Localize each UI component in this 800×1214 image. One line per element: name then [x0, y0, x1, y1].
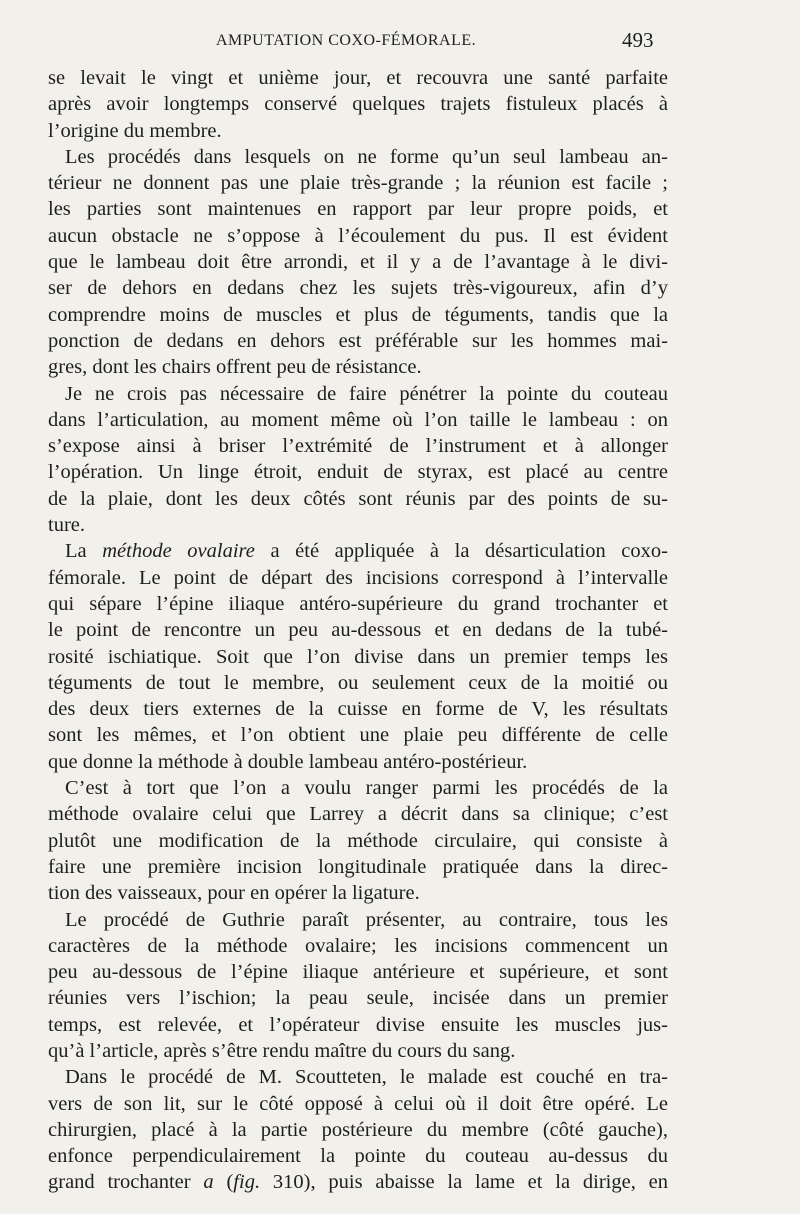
text-line: [48, 959, 668, 985]
text-run: téguments de tout le membre, ou seulement ceux de la moitié ou: [48, 671, 668, 694]
text-run: (: [213, 1171, 234, 1194]
text-run: térieur ne donnent pas une plaie très-grande ; la réunion est facile ;: [48, 172, 668, 195]
text-line: [48, 538, 668, 564]
page-number: 493: [622, 28, 654, 52]
text-run: C’est à tort que l’on a voulu ranger parmi les procédés de la: [65, 777, 668, 800]
text-line: [48, 118, 668, 144]
text-run: chirurgien, placé à la partie postérieure du membre (côté gauche),: [48, 1118, 668, 1141]
text-line: [48, 1143, 668, 1169]
text-line: [48, 1012, 668, 1038]
text-line: [48, 1038, 668, 1064]
text-line: [48, 196, 668, 222]
italic-text: méthode ovalaire: [102, 540, 255, 563]
text-line: [48, 801, 668, 827]
text-line: [48, 591, 668, 617]
text-line: [48, 696, 668, 722]
text-line: [48, 354, 668, 380]
text-line: [48, 170, 668, 196]
italic-text: a: [203, 1171, 214, 1194]
text-run: tion des vaisseaux, pour en opérer la ligature.: [48, 882, 420, 905]
text-line: [48, 302, 668, 328]
text-run: fémorale. Le point de départ des incisions correspond à l’intervalle: [48, 566, 668, 589]
text-run: de la plaie, dont les deux côtés sont réunis par des points de su-: [48, 487, 668, 510]
text-run: se levait le vingt et unième jour, et recouvra une santé parfaite: [48, 67, 668, 89]
text-run: temps, est relevée, et l’opérateur divise ensuite les muscles jus-: [48, 1013, 668, 1036]
text-run: dans l’articulation, au moment même où l’on taille le lambeau : on: [48, 408, 668, 431]
text-line: [48, 65, 668, 91]
running-header: [0, 30, 800, 60]
text-line: [48, 275, 668, 301]
text-line: [48, 985, 668, 1011]
text-run: caractères de la méthode ovalaire; les incisions commencent un: [48, 934, 668, 957]
text-line: [48, 1117, 668, 1143]
text-line: [48, 486, 668, 512]
text-run: faire une première incision longitudinale pratiquée dans la direc-: [48, 855, 668, 878]
text-run: Les procédés dans lesquels on ne forme qu’un seul lambeau an-: [65, 145, 668, 168]
text-line: [48, 749, 668, 775]
text-run: rosité ischiatique. Soit que l’on divise dans un premier temps les: [48, 645, 668, 668]
text-line: [48, 617, 668, 643]
text-run: grand trochanter: [48, 1171, 204, 1194]
text-run: aucun obstacle ne s’oppose à l’écoulement du pus. Il est évident: [48, 224, 668, 247]
text-line: [48, 775, 668, 801]
text-run: que le lambeau doit être arrondi, et il y a de l’avantage à le divi-: [48, 251, 668, 274]
text-run: des deux tiers externes de la cuisse en forme de V, les résultats: [48, 698, 668, 721]
text-run: l’origine du membre.: [48, 119, 222, 142]
text-line: [48, 249, 668, 275]
text-line: [48, 144, 668, 170]
text-line: [48, 670, 668, 696]
text-run: ture.: [48, 514, 85, 537]
text-run: ser de dehors en dedans chez les sujets très-vigoureux, afin d’y: [48, 277, 668, 300]
text-run: comprendre moins de muscles et plus de téguments, tandis que la: [48, 303, 668, 326]
text-line: [48, 644, 668, 670]
text-line: [48, 565, 668, 591]
text-line: [48, 722, 668, 748]
text-run: a été appliquée à la désarticulation coxo-: [254, 540, 668, 563]
text-line: [48, 1064, 668, 1090]
text-line: [48, 1169, 668, 1195]
text-run: enfonce perpendiculairement la pointe du couteau au-dessus du: [48, 1145, 668, 1168]
body-text: [48, 65, 668, 1196]
text-run: Le procédé de Guthrie paraît présenter, au contraire, tous les: [65, 908, 668, 931]
text-run: les parties sont maintenues en rapport par leur propre poids, et: [48, 198, 668, 221]
text-run: que donne la méthode à double lambeau antéro-postérieur.: [48, 750, 528, 773]
text-line: [48, 1091, 668, 1117]
running-title: AMPUTATION COXO-FÉMORALE.: [216, 32, 477, 49]
text-run: 310), puis abaisse la lame et la dirige, en: [260, 1171, 668, 1194]
text-line: [48, 433, 668, 459]
text-run: vers de son lit, sur le côté opposé à celui où il doit être opéré. Le: [48, 1092, 668, 1115]
text-run: méthode ovalaire celui que Larrey a décrit dans sa clinique; c’est: [48, 803, 668, 826]
text-line: [48, 328, 668, 354]
text-line: [48, 933, 668, 959]
text-line: [48, 854, 668, 880]
text-line: [48, 459, 668, 485]
text-run: le point de rencontre un peu au-dessous et en dedans de la tubé-: [48, 619, 668, 642]
text-run: qui sépare l’épine iliaque antéro-supérieure du grand trochanter et: [48, 592, 668, 615]
text-line: [48, 223, 668, 249]
text-run: La: [65, 540, 103, 563]
text-run: l’opération. Un linge étroit, enduit de styrax, est placé au centre: [48, 461, 668, 484]
text-line: [48, 828, 668, 854]
text-run: peu au-dessous de l’épine iliaque antérieure et supérieure, et sont: [48, 961, 668, 984]
text-run: plutôt une modification de la méthode circulaire, qui consiste à: [48, 829, 668, 852]
text-run: gres, dont les chairs offrent peu de résistance.: [48, 356, 422, 379]
text-run: qu’à l’article, après s’être rendu maître du cours du sang.: [48, 1039, 516, 1062]
text-run: ponction de dedans en dehors est préférable sur les hommes mai-: [48, 329, 668, 352]
text-run: sont les mêmes, et l’on obtient une plaie peu différente de celle: [48, 724, 668, 747]
text-run: Je ne crois pas nécessaire de faire pénétrer la pointe du couteau: [65, 382, 668, 405]
text-line: [48, 407, 668, 433]
text-line: [48, 880, 668, 906]
text-line: [48, 91, 668, 117]
text-run: s’expose ainsi à briser l’extrémité de l’instrument et à allonger: [48, 435, 668, 458]
text-run: Dans le procédé de M. Scoutteten, le malade est couché en tra-: [65, 1066, 668, 1089]
text-run: après avoir longtemps conservé quelques trajets fistuleux placés à: [48, 93, 668, 116]
text-line: [48, 512, 668, 538]
text-line: [48, 907, 668, 933]
text-run: réunies vers l’ischion; la peau seule, incisée dans un premier: [48, 987, 668, 1010]
italic-text: fig.: [233, 1171, 261, 1194]
text-line: [48, 381, 668, 407]
